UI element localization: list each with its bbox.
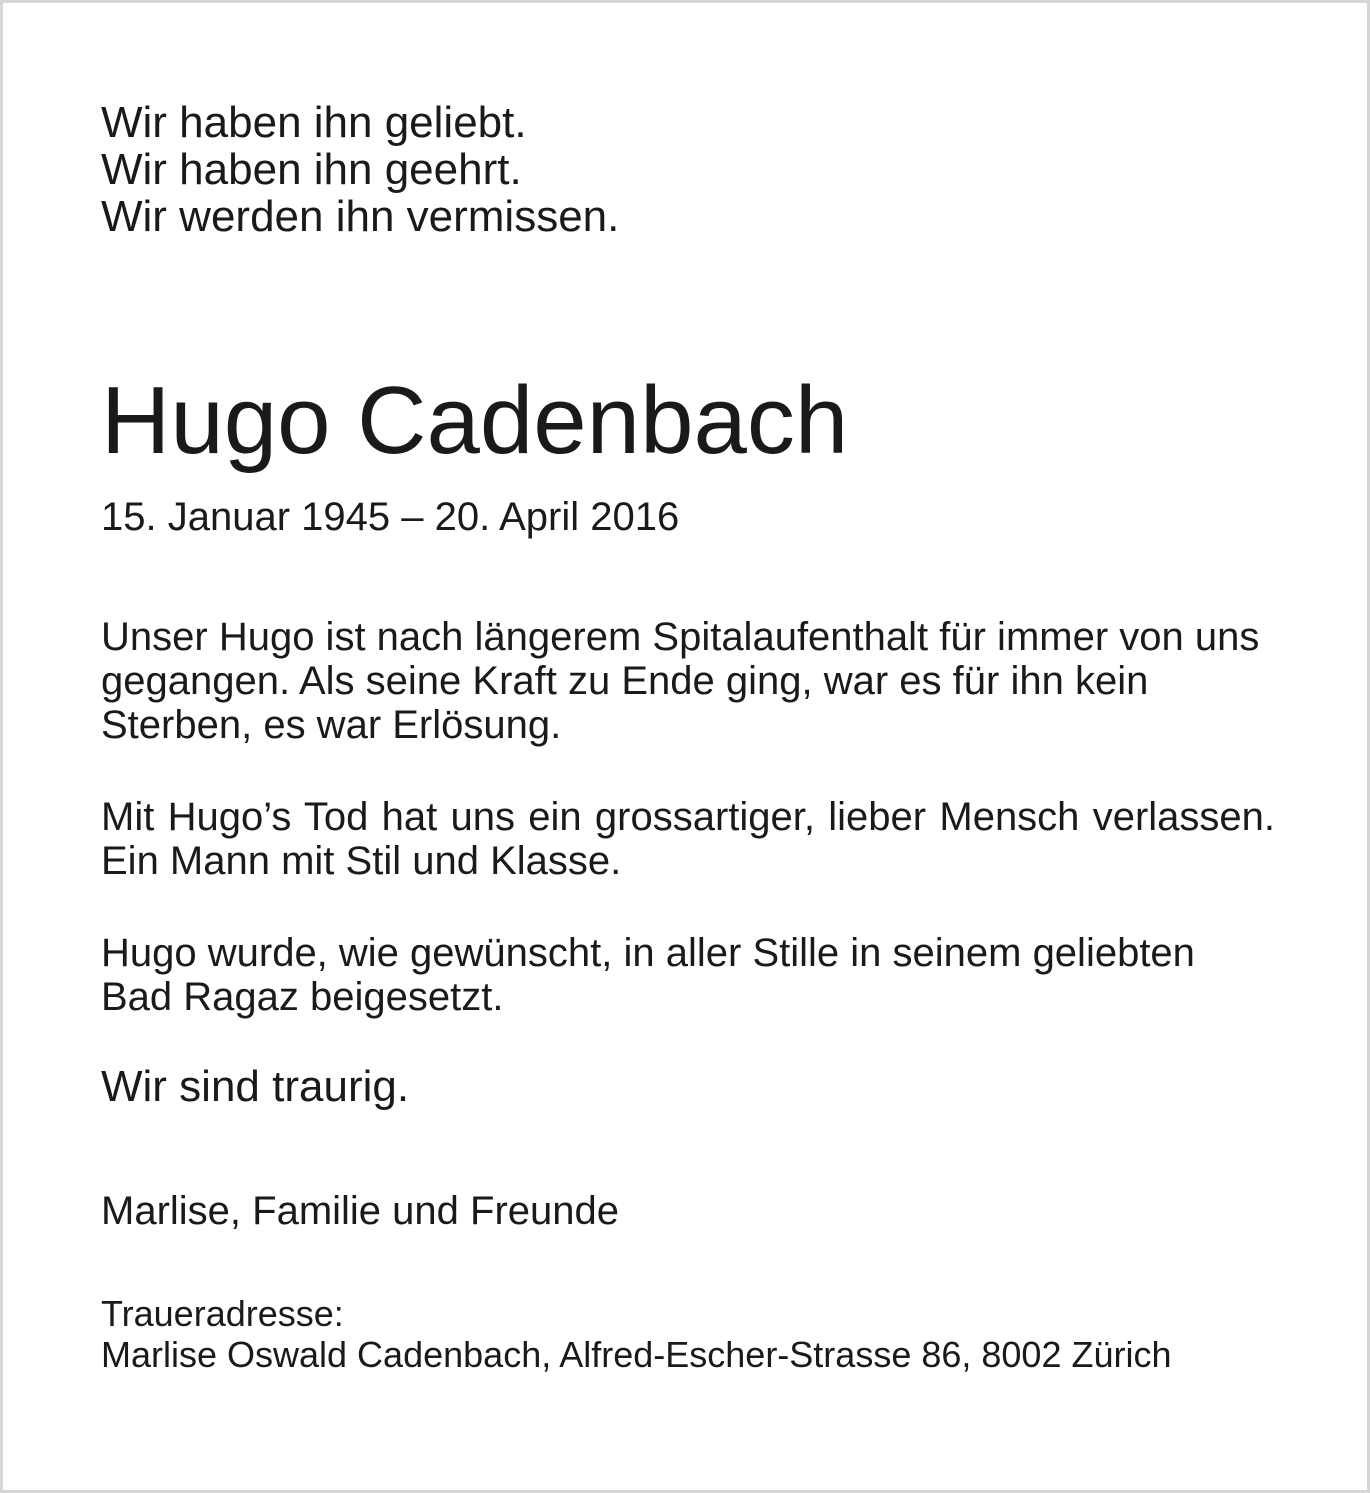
deceased-name: Hugo Cadenbach — [101, 367, 849, 474]
mourning-address: Marlise Oswald Cadenbach, Alfred-Escher-Strasse 86, 8002 Zürich — [101, 1334, 1172, 1375]
motto-line-3: Wir werden ihn vermissen. — [101, 192, 620, 241]
paragraph-tribute: Mit Hugo’s Tod hat uns ein grossartiger, lieber Mensch verlassen. Ein Mann mit Stil und Klasse. — [101, 795, 1275, 883]
motto — [101, 99, 1275, 240]
paragraph-passing: Unser Hugo ist nach längerem Spitalaufenthalt für immer von uns gegangen. Als seine Kraft zu Ende ging, war es für ihn kein Sterben, es war Erlösung. — [101, 615, 1260, 747]
obituary-content — [101, 99, 1275, 1375]
sad-line: Wir sind traurig. — [101, 1062, 410, 1111]
life-dates: 15. Januar 1945 – 20. April 2016 — [101, 495, 680, 539]
motto-line-1: Wir haben ihn geliebt. — [101, 98, 527, 147]
mourning-address-label: Traueradresse: — [101, 1293, 344, 1334]
paragraph-burial: Hugo wurde, wie gewünscht, in aller Stille in seinem geliebten Bad Ragaz beigesetzt. — [101, 931, 1195, 1019]
motto-line-2: Wir haben ihn geehrt. — [101, 145, 522, 194]
signers: Marlise, Familie und Freunde — [101, 1189, 619, 1233]
